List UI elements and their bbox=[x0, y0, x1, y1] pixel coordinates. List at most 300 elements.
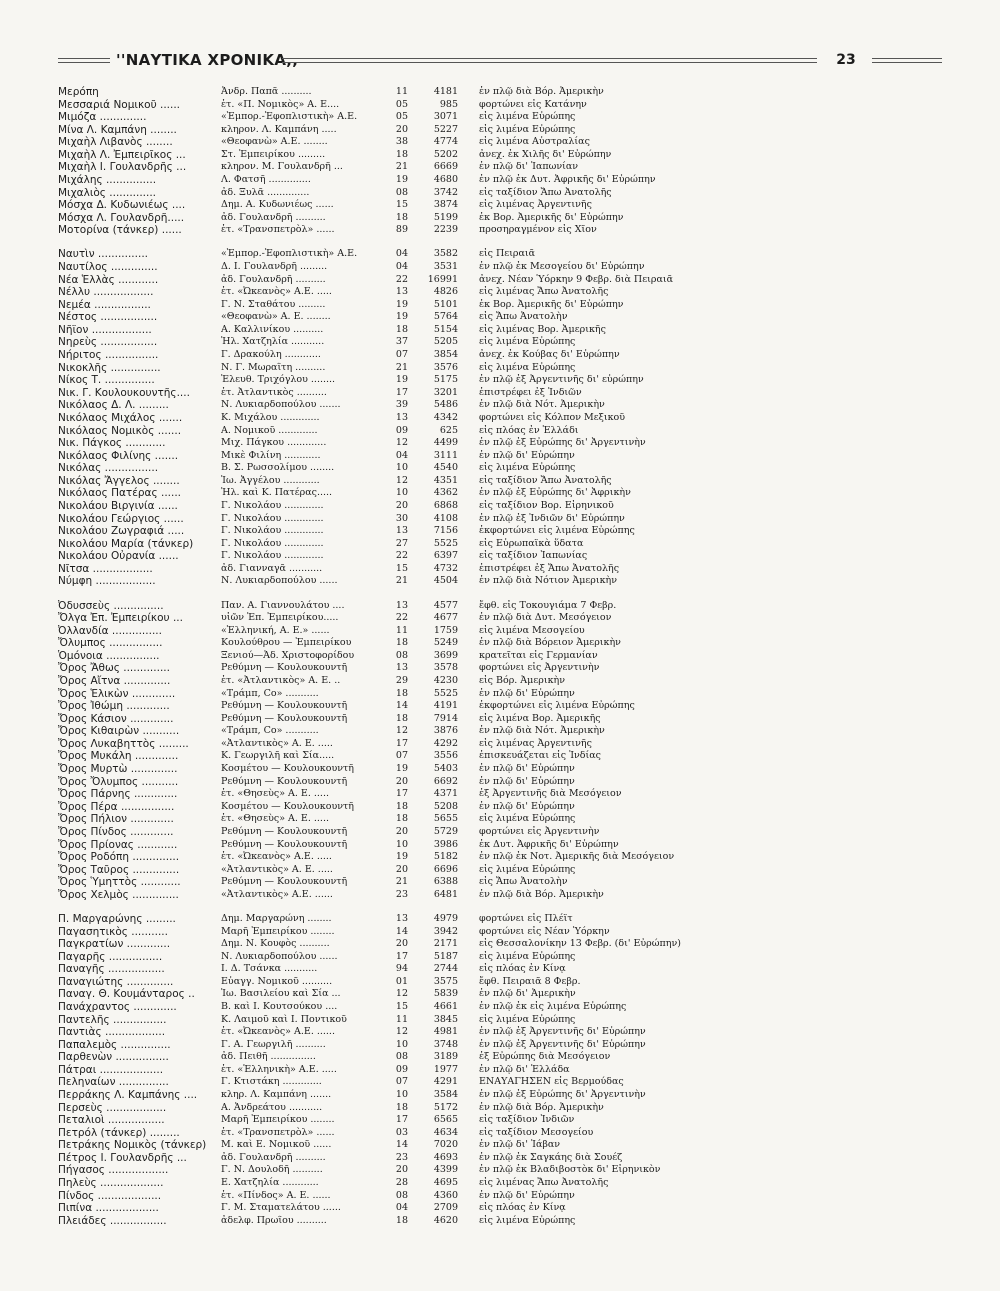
owner-cell: ἀδ. Ξυλᾶ .............. bbox=[221, 186, 310, 198]
tonnage-cell: 4292 bbox=[433, 737, 458, 749]
tonnage-cell: 3742 bbox=[433, 186, 458, 198]
tonnage-cell: 4371 bbox=[433, 788, 458, 800]
year-cell: 11 bbox=[395, 624, 408, 636]
position-cell: εἰς λιμένα Εὐρώπης bbox=[479, 111, 576, 123]
owner-cell: Ρεθύμνη — Κουλουκουντῆ bbox=[221, 712, 348, 724]
table-row bbox=[58, 1114, 948, 1127]
ship-name-cell: Νικολάου Ζωγραφιά ..... bbox=[58, 525, 185, 538]
owner-cell: Α. Νομικοῦ ............. bbox=[221, 424, 318, 436]
table-row bbox=[58, 813, 948, 826]
ship-name-cell: Νικ. Γ. Κουλουκουντῆς.... bbox=[58, 386, 190, 399]
position-cell: φορτώνει εἰς Ἀργεντινὴν bbox=[479, 825, 600, 837]
tonnage-cell: 6692 bbox=[433, 775, 458, 787]
owner-cell: Μιχ. Πάγκου ............. bbox=[221, 437, 327, 449]
owner-cell: Α. Καλλινίκου .......... bbox=[221, 323, 324, 335]
ship-name-cell: Νέλλυ .................. bbox=[58, 286, 154, 299]
owner-cell: κληρον. Λ. Καμπάνη ..... bbox=[221, 123, 337, 135]
owner-cell: ἀδ. Γουλανδρῆ .......... bbox=[221, 211, 326, 223]
position-cell: εἰς λιμένας Ἀργεντινῆς bbox=[479, 737, 592, 749]
ship-name-cell: Ὄρος Ἰθώμη ............. bbox=[58, 700, 170, 713]
tonnage-cell: 3584 bbox=[433, 1089, 458, 1101]
position-cell: ἐν πλῷ ἐκ Μεσογείου δι' Εὐρώπην bbox=[479, 261, 645, 273]
table-row bbox=[58, 913, 948, 926]
owner-cell: Γ. Νικολάου ............. bbox=[221, 525, 324, 537]
ship-name-cell: Πιπίνα ................... bbox=[58, 1202, 159, 1215]
position-cell: ἐν πλῷ διὰ Βόρ. Ἀμερικὴν bbox=[479, 1101, 604, 1113]
ship-name-cell: Νικόλαος Πατέρας ...... bbox=[58, 487, 182, 500]
owner-cell: Γ. Νικολάου ............. bbox=[221, 550, 324, 562]
owner-cell: Μαρῆ Ἐμπειρίκου ........ bbox=[221, 925, 335, 937]
year-cell: 09 bbox=[395, 1063, 408, 1075]
year-cell: 13 bbox=[395, 912, 408, 924]
year-cell: 13 bbox=[395, 599, 408, 611]
ship-name-cell: Νῆϊον .................. bbox=[58, 323, 152, 336]
owner-cell: ἑτ. «Θησεὺς» Α. Ε. ..... bbox=[221, 788, 329, 800]
year-cell: 20 bbox=[395, 500, 408, 511]
year-cell: 38 bbox=[395, 136, 408, 148]
year-cell: 04 bbox=[395, 449, 408, 461]
year-cell: 22 bbox=[395, 612, 408, 624]
owner-cell: Ν. Γ. Μωραΐτη .......... bbox=[221, 361, 326, 373]
owner-cell: «Ἀτλαντικὸς» Α.Ε. ...... bbox=[221, 888, 333, 900]
year-cell: 21 bbox=[395, 876, 408, 888]
table-row bbox=[58, 1190, 948, 1203]
tonnage-cell: 4979 bbox=[433, 912, 458, 924]
ship-name-cell: Νικολάου Βιργινία ...... bbox=[58, 500, 178, 512]
ship-name-cell: Ὄρος Χελμὸς .............. bbox=[58, 888, 179, 901]
position-cell: εἰς πλόας ἐν Κίνᾳ bbox=[479, 1202, 566, 1214]
position-cell: εἰς Βόρ. Ἀμερικὴν bbox=[479, 675, 565, 687]
table-row bbox=[58, 738, 948, 751]
ship-name-cell: Νικ. Πάγκος ............ bbox=[58, 437, 166, 450]
owner-cell: ἑτ. «Ὠκεανὸς» Α.Ε. ..... bbox=[221, 851, 332, 863]
owner-cell: ἀδ. Πειθῆ ............... bbox=[221, 1051, 316, 1063]
table-row bbox=[58, 248, 948, 261]
ship-name-cell: Νέστος ................. bbox=[58, 311, 158, 324]
tonnage-cell: 5655 bbox=[433, 813, 458, 825]
ship-name-cell: Νικολάου Γεώργιος ...... bbox=[58, 512, 184, 525]
owner-cell: Γ. Κτιστάκη ............. bbox=[221, 1076, 322, 1088]
tonnage-cell: 3876 bbox=[433, 725, 458, 737]
table-row bbox=[58, 462, 948, 475]
year-cell: 22 bbox=[395, 273, 408, 285]
owner-cell: Ἠλ. Χατζηλία ........... bbox=[221, 336, 325, 348]
ship-name-cell: Πανάχραντος ............. bbox=[58, 1000, 177, 1013]
table-row bbox=[58, 412, 948, 425]
ship-name-cell: Πετρόλ (τάνκερ) ......... bbox=[58, 1126, 180, 1139]
owner-cell: Λ. Φατσῆ .............. bbox=[221, 174, 311, 186]
table-row bbox=[58, 1152, 948, 1165]
position-cell: εἰς Εὐρωπαϊκὰ ὕδατα bbox=[479, 537, 584, 549]
year-cell: 18 bbox=[395, 211, 408, 223]
year-cell: 17 bbox=[395, 386, 408, 398]
position-cell: εἰς πλόας ἐν Κίνᾳ bbox=[479, 963, 566, 975]
ship-name-cell: Νέα Ἑλλὰς ............ bbox=[58, 273, 159, 286]
ship-name-cell: Πήγασος .................. bbox=[58, 1164, 169, 1177]
owner-cell: Α. Ἀνδρεάτου ........... bbox=[221, 1101, 323, 1113]
ship-name-cell: Νικόλας ................ bbox=[58, 462, 159, 475]
table-row bbox=[58, 1064, 948, 1077]
table-row bbox=[58, 976, 948, 989]
table-row bbox=[58, 563, 948, 576]
table-row bbox=[58, 675, 948, 688]
table-row bbox=[58, 851, 948, 864]
tonnage-cell: 4732 bbox=[433, 562, 458, 574]
tonnage-cell: 3874 bbox=[433, 199, 458, 211]
tonnage-cell: 5227 bbox=[433, 123, 458, 135]
year-cell: 29 bbox=[395, 675, 408, 687]
owner-cell: Στ. Ἐμπειρίκου ......... bbox=[221, 148, 326, 160]
tonnage-cell: 4634 bbox=[433, 1126, 458, 1138]
ship-name-cell: Ὄρος Κιθαιρὼν ........... bbox=[58, 725, 180, 738]
owner-cell: Μ. καὶ Ε. Νομικοῦ ...... bbox=[221, 1139, 332, 1151]
owner-cell: Γ. Νικολάου ............. bbox=[221, 512, 324, 524]
tonnage-cell: 1759 bbox=[433, 624, 458, 636]
year-cell: 15 bbox=[395, 1000, 408, 1012]
owner-cell: Γ. Νικολάου ............. bbox=[221, 537, 324, 549]
ship-name-cell: Παντιὰς .................. bbox=[58, 1026, 166, 1039]
tonnage-cell: 6669 bbox=[433, 161, 458, 173]
ship-name-cell: Ὄρος Αἴτνα .............. bbox=[58, 675, 171, 688]
owner-cell: υἱῶν Ἐπ. Ἐμπειρίκου..... bbox=[221, 612, 339, 624]
ship-name-cell: Νύμφη .................. bbox=[58, 575, 156, 588]
position-cell: ΕΝΑΥΑΓΗΣΕΝ εἰς Βερμούδας bbox=[479, 1076, 624, 1088]
tonnage-cell: 3576 bbox=[433, 361, 458, 373]
owner-cell: «Ἐμπορ.-Ἐφοπλιστικὴ» Α.Ε. bbox=[221, 111, 358, 123]
tonnage-cell: 5175 bbox=[433, 374, 458, 386]
ship-name-cell: Ὄρος Πρίονας ............ bbox=[58, 838, 178, 851]
tonnage-cell: 3748 bbox=[433, 1038, 458, 1050]
year-cell: 17 bbox=[395, 737, 408, 749]
owner-cell: Παν. Α. Γιαννουλάτου .... bbox=[221, 599, 345, 611]
position-cell: εἰς λιμένα Βορ. Ἀμερικῆς bbox=[479, 712, 601, 724]
ship-name-cell: Νικόλαος Νομικὸς ....... bbox=[58, 424, 182, 437]
table-row bbox=[58, 750, 948, 763]
year-cell: 18 bbox=[395, 1214, 408, 1226]
owner-cell: ἑτ. Ἀτλαντικὸς .......... bbox=[221, 386, 327, 398]
year-cell: 19 bbox=[395, 763, 408, 775]
ship-name-cell: Ὄρος Πίνδος ............. bbox=[58, 825, 174, 838]
owner-cell: «Θεοφανὼ» Α. Ε. ........ bbox=[221, 311, 331, 323]
tonnage-cell: 4499 bbox=[433, 437, 458, 449]
table-row bbox=[58, 625, 948, 638]
year-cell: 09 bbox=[395, 424, 408, 436]
tonnage-cell: 4399 bbox=[433, 1164, 458, 1176]
tonnage-cell: 4181 bbox=[433, 86, 458, 97]
year-cell: 30 bbox=[395, 512, 408, 524]
table-row bbox=[58, 1127, 948, 1140]
ship-register-list bbox=[58, 86, 948, 1239]
owner-cell: ἀδ. Γουλανδρῆ .......... bbox=[221, 1151, 326, 1163]
owner-cell: Ε. Χατζηλία ............ bbox=[221, 1177, 319, 1189]
year-cell: 21 bbox=[395, 161, 408, 173]
ship-name-cell: Νῖτσα .................. bbox=[58, 562, 153, 575]
ship-name-cell: Νικολάου Μαρία (τάνκερ) bbox=[58, 537, 194, 550]
table-row bbox=[58, 324, 948, 337]
year-cell: 12 bbox=[395, 725, 408, 737]
owner-cell: «Ἀτλαντικὸς» Α. Ε. ..... bbox=[221, 863, 333, 875]
tonnage-cell: 2239 bbox=[433, 224, 458, 236]
table-row bbox=[58, 1177, 948, 1190]
year-cell: 15 bbox=[395, 562, 408, 574]
tonnage-cell: 6397 bbox=[433, 550, 458, 562]
position-cell: ἐν πλῷ δι' Ἑλλάδα bbox=[479, 1063, 570, 1075]
table-row bbox=[58, 311, 948, 324]
table-row bbox=[58, 161, 948, 174]
page-number: 23 bbox=[836, 52, 856, 68]
tonnage-cell: 7914 bbox=[433, 712, 458, 724]
year-cell: 11 bbox=[395, 86, 408, 97]
tonnage-cell: 4342 bbox=[433, 411, 458, 423]
table-row bbox=[58, 1215, 948, 1228]
year-cell: 14 bbox=[395, 700, 408, 712]
table-row bbox=[58, 1026, 948, 1039]
year-cell: 12 bbox=[395, 437, 408, 449]
position-cell: ἐν πλῷ διὰ Νότ. Ἀμερικὴν bbox=[479, 725, 605, 737]
tonnage-cell: 3071 bbox=[433, 111, 458, 123]
tonnage-cell: 4540 bbox=[433, 462, 458, 474]
header-rule bbox=[58, 58, 110, 59]
ship-name-cell: Πετράκης Νομικὸς (τάνκερ) bbox=[58, 1139, 207, 1152]
year-cell: 10 bbox=[395, 462, 408, 474]
table-row bbox=[58, 1089, 948, 1102]
year-cell: 05 bbox=[395, 111, 408, 123]
ship-name-cell: Παναγῆς ................. bbox=[58, 963, 165, 976]
tonnage-cell: 4191 bbox=[433, 700, 458, 712]
owner-cell: Ρεθύμνη — Κουλουκουντῆ bbox=[221, 876, 348, 888]
year-cell: 20 bbox=[395, 863, 408, 875]
ship-name-cell: Ὄρος Μυρτὼ .............. bbox=[58, 763, 178, 776]
table-row bbox=[58, 212, 948, 225]
ship-name-cell: Περράκης Λ. Καμπάνης .... bbox=[58, 1089, 198, 1102]
ship-name-cell: Ὄρος Μυκάλη ............. bbox=[58, 750, 179, 763]
tonnage-cell: 6481 bbox=[433, 888, 458, 900]
year-cell: 20 bbox=[395, 938, 408, 950]
ship-name-cell: Πεταλιοὶ ................. bbox=[58, 1114, 165, 1127]
table-row bbox=[58, 487, 948, 500]
table-row bbox=[58, 763, 948, 776]
tonnage-cell: 3201 bbox=[433, 386, 458, 398]
year-cell: 18 bbox=[395, 800, 408, 812]
year-cell: 18 bbox=[395, 712, 408, 724]
position-cell: ἐπισκευάζεται εἰς Ἰνδίας bbox=[479, 750, 601, 762]
year-cell: 37 bbox=[395, 336, 408, 348]
position-cell: εἰς λιμένα Εὐρώπης bbox=[479, 813, 576, 825]
owner-cell: ἑτ. «Π. Νομικὸς» Α. Ε.... bbox=[221, 98, 340, 110]
year-cell: 94 bbox=[395, 963, 408, 975]
year-cell: 20 bbox=[395, 825, 408, 837]
table-row bbox=[58, 801, 948, 814]
table-row bbox=[58, 864, 948, 877]
year-cell: 19 bbox=[395, 311, 408, 323]
position-cell: εἰς Πειραιᾶ bbox=[479, 248, 536, 260]
owner-cell: Ρεθύμνη — Κουλουκουντῆ bbox=[221, 775, 348, 787]
table-row bbox=[58, 662, 948, 675]
owner-cell: ἀδ. Γουλανδρῆ .......... bbox=[221, 273, 326, 285]
tonnage-cell: 3111 bbox=[433, 449, 458, 461]
table-row bbox=[58, 776, 948, 789]
position-cell: ἐν πλῷ ἐξ Εὐρώπης δι' Ἀργεντινὴν bbox=[479, 1089, 646, 1101]
position-cell: ἐκφορτώνει εἰς λιμένα Εὐρώπης bbox=[479, 700, 635, 712]
table-row bbox=[58, 700, 948, 713]
position-cell: ἐξ Εὐρώπης διὰ Μεσόγειον bbox=[479, 1051, 611, 1063]
position-cell: εἰς λιμένα Εὐρώπης bbox=[479, 462, 576, 474]
position-cell: εἰς λιμένας Ἄπω Ἀνατολῆς bbox=[479, 1177, 609, 1189]
position-cell: εἰς Θεσσαλονίκην 13 Φεβρ. (δι' Εὐρώπην) bbox=[479, 938, 681, 950]
position-cell: φορτώνει εἰς Νέαν Ὑόρκην bbox=[479, 925, 610, 937]
year-cell: 20 bbox=[395, 775, 408, 787]
position-cell: εἰς Ἄπω Ἀνατολὴν bbox=[479, 876, 568, 888]
table-row bbox=[58, 124, 948, 137]
owner-cell: Ν. Λυκιαρδοπούλου ....... bbox=[221, 399, 341, 411]
tonnage-cell: 3575 bbox=[433, 975, 458, 987]
table-row bbox=[58, 475, 948, 488]
table-row bbox=[58, 963, 948, 976]
tonnage-cell: 4230 bbox=[433, 675, 458, 687]
header-rule bbox=[872, 62, 942, 63]
tonnage-cell: 4620 bbox=[433, 1214, 458, 1226]
table-row bbox=[58, 1039, 948, 1052]
table-row bbox=[58, 336, 948, 349]
position-cell: ἐν πλῷ διὰ Βόρειον Ἀμερικὴν bbox=[479, 637, 621, 649]
position-cell: εἰς ταξίδιον Μεσογείου bbox=[479, 1126, 594, 1138]
position-cell: ἐκφορτώνει εἰς λιμένα Εὐρώπης bbox=[479, 525, 635, 537]
tonnage-cell: 4577 bbox=[433, 599, 458, 611]
ship-name-cell: Ὄρος Ροδόπη .............. bbox=[58, 851, 180, 864]
tonnage-cell: 3845 bbox=[433, 1013, 458, 1025]
year-cell: 14 bbox=[395, 925, 408, 937]
position-cell: ἐν πλῷ ἐκ εἰς λιμένα Εὐρώπης bbox=[479, 1000, 627, 1012]
table-row bbox=[58, 637, 948, 650]
year-cell: 13 bbox=[395, 662, 408, 674]
tonnage-cell: 2744 bbox=[433, 963, 458, 975]
year-cell: 04 bbox=[395, 261, 408, 273]
table-row bbox=[58, 1051, 948, 1064]
tonnage-cell: 4291 bbox=[433, 1076, 458, 1088]
year-cell: 14 bbox=[395, 1139, 408, 1151]
owner-cell: ἑτ. «Ἀτλαντικὸς» Α. Ε. .. bbox=[221, 675, 341, 687]
owner-cell: Δ. Ι. Γουλανδρῆ ......... bbox=[221, 261, 328, 273]
owner-cell: ἑτ. «Ἑλληνικὴ» Α.Ε. ..... bbox=[221, 1063, 337, 1075]
position-cell: ἐν πλῷ διὰ Βόρ. Ἀμερικὴν bbox=[479, 86, 604, 97]
year-cell: 10 bbox=[395, 1089, 408, 1101]
ship-name-cell: Παγασητικὸς ........... bbox=[58, 925, 168, 938]
owner-cell: Β. καὶ Ι. Κουτσούκου .... bbox=[221, 1000, 338, 1012]
table-row bbox=[58, 575, 948, 588]
ship-name-cell: Ὄρος Ὄλυμπος ........... bbox=[58, 775, 179, 788]
table-row bbox=[58, 199, 948, 212]
ship-name-cell: Παναγιώτης .............. bbox=[58, 975, 174, 988]
year-cell: 10 bbox=[395, 838, 408, 850]
position-cell: ἐν πλῷ διὰ Νότιον Ἀμερικὴν bbox=[479, 575, 618, 587]
ship-name-cell: Ναυτὶν ............... bbox=[58, 248, 148, 261]
table-row bbox=[58, 1202, 948, 1215]
owner-cell: ἀδ. Γιανναγᾶ ........... bbox=[221, 562, 323, 574]
ship-name-cell: Ναυτίλος .............. bbox=[58, 261, 158, 274]
ship-name-cell: Μιμόζα .............. bbox=[58, 111, 147, 124]
table-row bbox=[58, 1102, 948, 1115]
table-row bbox=[58, 149, 948, 162]
tonnage-cell: 4680 bbox=[433, 174, 458, 186]
table-row bbox=[58, 450, 948, 463]
owner-cell: Γ. Ν. Δουλοδῆ .......... bbox=[221, 1164, 323, 1176]
ship-name-cell: Πεληναίων ............... bbox=[58, 1076, 169, 1089]
position-cell: εἰς λιμένας Ἀργεντινῆς bbox=[479, 199, 592, 211]
table-row bbox=[58, 437, 948, 450]
year-cell: 07 bbox=[395, 349, 408, 361]
position-cell: εἰς λιμένα Εὐρώπης bbox=[479, 1214, 576, 1226]
owner-cell: Γ. Νικολάου ............. bbox=[221, 500, 324, 511]
year-cell: 19 bbox=[395, 851, 408, 863]
position-cell: εἰς ταξίδιον Βορ. Εἰρηνικοῦ bbox=[479, 500, 614, 511]
year-cell: 08 bbox=[395, 1189, 408, 1201]
tonnage-cell: 5839 bbox=[433, 988, 458, 1000]
tonnage-cell: 3582 bbox=[433, 248, 458, 260]
table-row bbox=[58, 374, 948, 387]
table-row bbox=[58, 274, 948, 287]
ship-name-cell: Μιχαὴλ Λιβανὸς ........ bbox=[58, 136, 173, 149]
owner-cell: Ρεθύμνη — Κουλουκουντῆ bbox=[221, 662, 348, 674]
owner-cell: Γ. Α. Γεωργιλῆ .......... bbox=[221, 1038, 326, 1050]
table-row bbox=[58, 1164, 948, 1177]
ship-name-cell: Ὄρος Ταῦρος .............. bbox=[58, 863, 180, 876]
table-row bbox=[58, 550, 948, 563]
position-cell: εἰς πλόας ἐν Ἑλλάδι bbox=[479, 424, 579, 436]
owner-cell: ἑτ. «Ὠκεανὸς» Α.Ε. ...... bbox=[221, 1026, 335, 1038]
table-row bbox=[58, 299, 948, 312]
ship-name-cell: Ὄρος Πάρνης ............. bbox=[58, 788, 178, 801]
year-cell: 28 bbox=[395, 1177, 408, 1189]
position-cell: ἀνεχ. ἐκ Χιλῆς δι' Εὐρώπην bbox=[479, 148, 612, 160]
ship-name-cell: Μιχαλιὸς .............. bbox=[58, 186, 157, 199]
tonnage-cell: 5205 bbox=[433, 336, 458, 348]
position-cell: ἐκ Βορ. Ἀμερικῆς δι' Εὐρώπην bbox=[479, 211, 624, 223]
year-cell: 20 bbox=[395, 1164, 408, 1176]
position-cell: ἔφθ. εἰς Τοκουγιάμα 7 Φεβρ. bbox=[479, 599, 617, 611]
year-cell: 08 bbox=[395, 186, 408, 198]
table-row bbox=[58, 600, 948, 613]
ship-name-cell: Ὄρος Ἑλικὼν ............. bbox=[58, 687, 176, 700]
year-cell: 19 bbox=[395, 174, 408, 186]
ship-name-cell: Ὁμόνοια ................ bbox=[58, 649, 160, 662]
tonnage-cell: 6868 bbox=[433, 500, 458, 511]
ship-name-cell: Νικοκλῆς ............... bbox=[58, 361, 161, 374]
position-cell: ἐν πλῷ δι' Ἰάβαν bbox=[479, 1139, 561, 1151]
position-cell: ἐν πλῷ δι' Εὐρώπην bbox=[479, 800, 575, 812]
owner-cell: κληρ. Λ. Καμπάνη ....... bbox=[221, 1089, 332, 1101]
ship-name-cell: Μιχαὴλ Ι. Γουλανδρῆς ... bbox=[58, 161, 187, 174]
list-section bbox=[58, 86, 948, 237]
tonnage-cell: 4695 bbox=[433, 1177, 458, 1189]
owner-cell: ἀδελφ. Πρωΐου .......... bbox=[221, 1214, 327, 1226]
table-row bbox=[58, 111, 948, 124]
position-cell: φορτώνει εἰς Κόλπον Μεξικοῦ bbox=[479, 411, 626, 423]
ship-name-cell: Παναγ. Θ. Κουμάνταρος .. bbox=[58, 988, 195, 1001]
owner-cell: «Τράμπ, Co» ........... bbox=[221, 687, 319, 699]
position-cell: ἀνεχ. ἐκ Κούβας δι' Εὐρώπην bbox=[479, 349, 620, 361]
year-cell: 21 bbox=[395, 361, 408, 373]
ship-name-cell: Παντελῆς ................ bbox=[58, 1013, 167, 1026]
position-cell: ἐν πλῷ ἐκ Βλαδιβοστὸκ δι' Εἰρηνικὸν bbox=[479, 1164, 661, 1176]
year-cell: 13 bbox=[395, 411, 408, 423]
tonnage-cell: 5101 bbox=[433, 298, 458, 310]
owner-cell: Ρεθύμνη — Κουλουκουντῆ bbox=[221, 700, 348, 712]
owner-cell: Κοσμέτου — Κουλουκουντῆ bbox=[221, 763, 354, 775]
position-cell: εἰς ταξίδιον Ἄπω Ἀνατολῆς bbox=[479, 186, 612, 198]
table-row bbox=[58, 926, 948, 939]
ship-name-cell: Ὀδυσσεὺς ............... bbox=[58, 599, 164, 612]
table-row bbox=[58, 826, 948, 839]
